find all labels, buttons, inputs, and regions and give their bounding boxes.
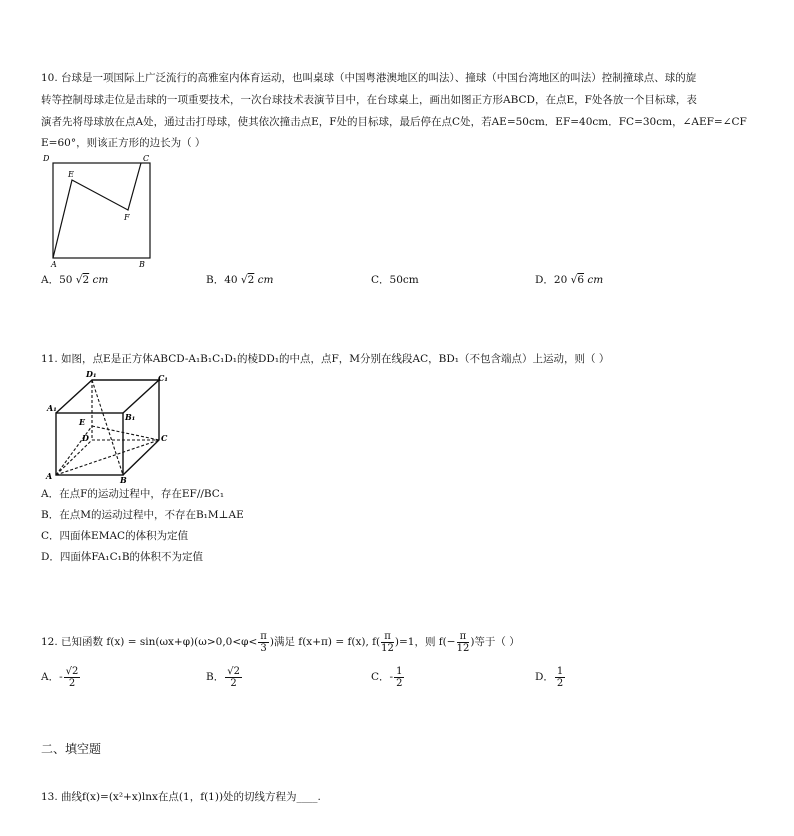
q12-option-c[interactable] <box>371 664 405 690</box>
sqrt-icon: √ <box>75 274 83 286</box>
q11-option-d[interactable]: D．四面体FA₁C₁B的体积不为定值 <box>41 551 204 563</box>
q11-option-a[interactable]: A．在点F的运动过程中，存在EF//BC₁ <box>41 488 225 500</box>
sqrt-icon: √ <box>570 274 578 286</box>
q12-option-b-label: B． <box>206 671 225 683</box>
q12-option-a[interactable] <box>41 664 81 690</box>
q12-option-b[interactable] <box>206 664 243 690</box>
fig10-label-B: B <box>139 260 145 269</box>
q10-option-a-unit: cm <box>92 274 109 286</box>
fig11-label-A1: A₁ <box>47 403 57 413</box>
fig11-label-C: C <box>161 433 168 443</box>
q10-option-d-prefix: D．20 <box>535 274 568 286</box>
q12-part2: )满足 f(x+π) = f(x), f( <box>269 636 381 648</box>
q10-option-b-unit: cm <box>257 274 274 286</box>
q13-stem: 13. 曲线f(x)=(x²+x)lnx在点(1，f(1))处的切线方程为____. <box>41 791 321 803</box>
q10-option-b[interactable] <box>206 273 274 287</box>
q12-option-a-frac: $\frac{√2}{2}$ <box>65 665 79 689</box>
q12-option-b-frac: $\frac{√2}{2}$ <box>227 665 240 689</box>
q11-cube-figure <box>40 368 175 484</box>
fig11-label-D1: D₁ <box>86 369 97 379</box>
q10-option-a[interactable] <box>41 273 108 287</box>
fig10-label-E: E <box>68 170 74 179</box>
fig10-label-D: D <box>43 154 50 163</box>
q12-part3: )=1，则 f(− <box>394 636 456 648</box>
q10-option-a-prefix: A．50 <box>41 274 73 286</box>
q11-stem: 11. 如图，点E是正方体ABCD-A₁B₁C₁D₁的棱DD₁的中点，点F，M分别在线段AC，BD₁（不包含端点）上运动，则（ ） <box>41 353 610 365</box>
q10-option-d-unit: cm <box>587 274 604 286</box>
q10-option-b-root: 2 <box>247 274 255 286</box>
q10-square-figure <box>38 152 158 270</box>
fig11-label-D: D <box>82 433 89 443</box>
fig11-label-E: E <box>79 417 86 427</box>
q10-option-d[interactable] <box>535 273 603 287</box>
q12-option-d-frac: $\frac{1}{2}$ <box>556 665 564 689</box>
sqrt-icon: √ <box>240 274 248 286</box>
section-heading-fill-blank: 二、填空题 <box>41 742 102 756</box>
q12-stem <box>41 629 520 655</box>
q10-option-b-prefix: B．40 <box>206 274 238 286</box>
fig11-label-A: A <box>46 471 53 481</box>
q12-part1: 12. 已知函数 f(x) = sin(ωx+φ)(ω>0,0<φ< <box>41 636 258 648</box>
fig11-label-B1: B₁ <box>125 412 136 422</box>
q10-line1: 10. 台球是一项国际上广泛流行的高雅室内体育运动，也叫桌球（中国粤港澳地区的叫法）、撞球（中国台湾地区的叫法）控制撞球点、球的旋 <box>41 72 697 84</box>
q12-option-d[interactable] <box>535 664 566 690</box>
q12-option-d-label: D． <box>535 671 554 683</box>
q10-line2: 转等控制母球走位是击球的一项重要技术，一次台球技术表演节目中，在台球桌上，画出如图正方形ABCD，在点E，F处各放一个目标球，表 <box>41 94 697 106</box>
fig11-label-C1: C₁ <box>158 373 168 383</box>
q12-frac-neg-pi-12: $\frac{\pi}{12}$ <box>456 630 470 654</box>
q12-part4: )等于（ ） <box>470 636 520 648</box>
q12-frac-pi-3: $\frac{\pi}{3}$ <box>260 630 267 654</box>
q12-frac-pi-12: $\frac{\pi}{12}$ <box>381 630 394 654</box>
q10-option-d-root: 6 <box>577 274 585 286</box>
fig10-label-F: F <box>124 213 130 222</box>
q12-option-c-frac: $\frac{1}{2}$ <box>396 665 403 689</box>
q10-line3: 演者先将母球放在点A处，通过击打母球，使其依次撞击点E，F处的目标球，最后停在点C处，若AE=50cm．EF=40cm．FC=30cm，∠AEF=∠CF <box>41 116 747 128</box>
q11-option-b[interactable]: B．在点M的运动过程中，不存在B₁M⊥AE <box>41 509 244 521</box>
q10-line4: E=60°，则该正方形的边长为（ ） <box>41 137 206 149</box>
q10-option-c[interactable]: C．50cm <box>371 274 419 286</box>
q12-option-a-label: A．- <box>41 671 63 683</box>
q12-option-c-label: C．- <box>371 671 394 683</box>
fig11-label-B: B <box>120 475 127 484</box>
q11-option-c[interactable]: C．四面体EMAC的体积为定值 <box>41 530 189 542</box>
fig10-label-C: C <box>143 154 150 163</box>
fig10-label-A: A <box>51 260 57 269</box>
q10-option-a-root: 2 <box>82 274 90 286</box>
